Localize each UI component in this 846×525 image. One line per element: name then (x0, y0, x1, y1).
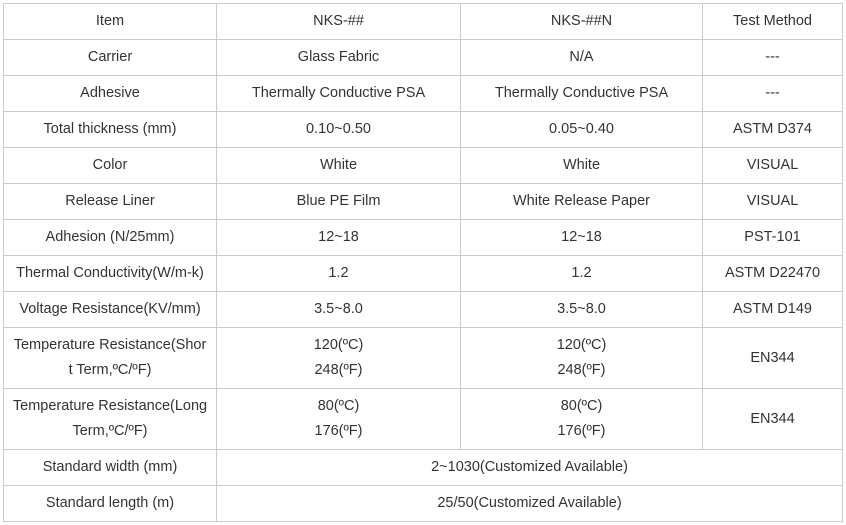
row-nks-value: 0.10~0.50 (217, 112, 461, 148)
row-nks-value: 1.2 (217, 256, 461, 292)
row-nks-value: White (217, 148, 461, 184)
celsius-value: 80(ºC) (317, 398, 360, 414)
fahrenheit-value: 176(ºF) (557, 423, 606, 439)
fahrenheit-value: 248(ºF) (314, 362, 363, 378)
header-nks-n: NKS-##N (461, 4, 703, 40)
row-nks-n-value: 1.2 (461, 256, 703, 292)
row-test-method: ASTM D374 (703, 112, 843, 148)
row-test-method: VISUAL (703, 184, 843, 220)
row-nks-n-value: White Release Paper (461, 184, 703, 220)
row-nks-n-value: Thermally Conductive PSA (461, 76, 703, 112)
row-item: Release Liner (4, 184, 217, 220)
row-test-method: VISUAL (703, 148, 843, 184)
row-nks-value: Thermally Conductive PSA (217, 76, 461, 112)
row-item: Carrier (4, 40, 217, 76)
table-row (4, 76, 843, 112)
row-item: Color (4, 148, 217, 184)
row-nks-n-value: 3.5~8.0 (461, 292, 703, 328)
table-row-standard-width (4, 450, 843, 486)
row-nks-n-value: N/A (461, 40, 703, 76)
fahrenheit-value: 248(ºF) (557, 362, 606, 378)
row-item: Voltage Resistance(KV/mm) (4, 292, 217, 328)
table-row (4, 112, 843, 148)
item-line: Temperature Resistance(Shor (13, 337, 207, 353)
header-item: Item (4, 4, 217, 40)
row-test-method: PST-101 (703, 220, 843, 256)
row-test-method: EN344 (703, 328, 843, 389)
row-item: Standard length (m) (4, 486, 217, 522)
row-merged-value: 25/50(Customized Available) (217, 486, 843, 522)
item-line: t Term,ºC/ºF) (68, 362, 152, 378)
item-line: Temperature Resistance(Long (12, 398, 208, 414)
row-test-method: ASTM D22470 (703, 256, 843, 292)
row-nks-value: 12~18 (217, 220, 461, 256)
spec-table (3, 3, 843, 522)
table-row (4, 40, 843, 76)
row-nks-n-value (461, 389, 703, 450)
row-test-method: --- (703, 40, 843, 76)
row-nks-value: 3.5~8.0 (217, 292, 461, 328)
table-header-row (4, 4, 843, 40)
row-item: Thermal Conductivity(W/m-k) (4, 256, 217, 292)
row-nks-value: Blue PE Film (217, 184, 461, 220)
row-test-method: --- (703, 76, 843, 112)
table-row (4, 220, 843, 256)
row-merged-value: 2~1030(Customized Available) (217, 450, 843, 486)
celsius-value: 80(ºC) (560, 398, 603, 414)
table-row-temperature-long (4, 389, 843, 450)
table-row (4, 148, 843, 184)
celsius-value: 120(ºC) (313, 337, 364, 353)
table-row-temperature-short (4, 328, 843, 389)
celsius-value: 120(ºC) (556, 337, 607, 353)
row-nks-n-value: 0.05~0.40 (461, 112, 703, 148)
row-nks-n-value: White (461, 148, 703, 184)
table-row (4, 184, 843, 220)
row-item (4, 328, 217, 389)
row-nks-value: Glass Fabric (217, 40, 461, 76)
header-test-method: Test Method (703, 4, 843, 40)
row-nks-n-value: 12~18 (461, 220, 703, 256)
header-nks: NKS-## (217, 4, 461, 40)
row-item: Standard width (mm) (4, 450, 217, 486)
row-test-method: EN344 (703, 389, 843, 450)
row-item: Adhesive (4, 76, 217, 112)
row-item: Total thickness (mm) (4, 112, 217, 148)
table-row (4, 256, 843, 292)
row-nks-value (217, 328, 461, 389)
row-nks-n-value (461, 328, 703, 389)
row-test-method: ASTM D149 (703, 292, 843, 328)
table-row-standard-length (4, 486, 843, 522)
row-item: Adhesion (N/25mm) (4, 220, 217, 256)
table-row (4, 292, 843, 328)
row-item (4, 389, 217, 450)
item-line: Term,ºC/ºF) (72, 423, 148, 439)
fahrenheit-value: 176(ºF) (314, 423, 363, 439)
row-nks-value (217, 389, 461, 450)
